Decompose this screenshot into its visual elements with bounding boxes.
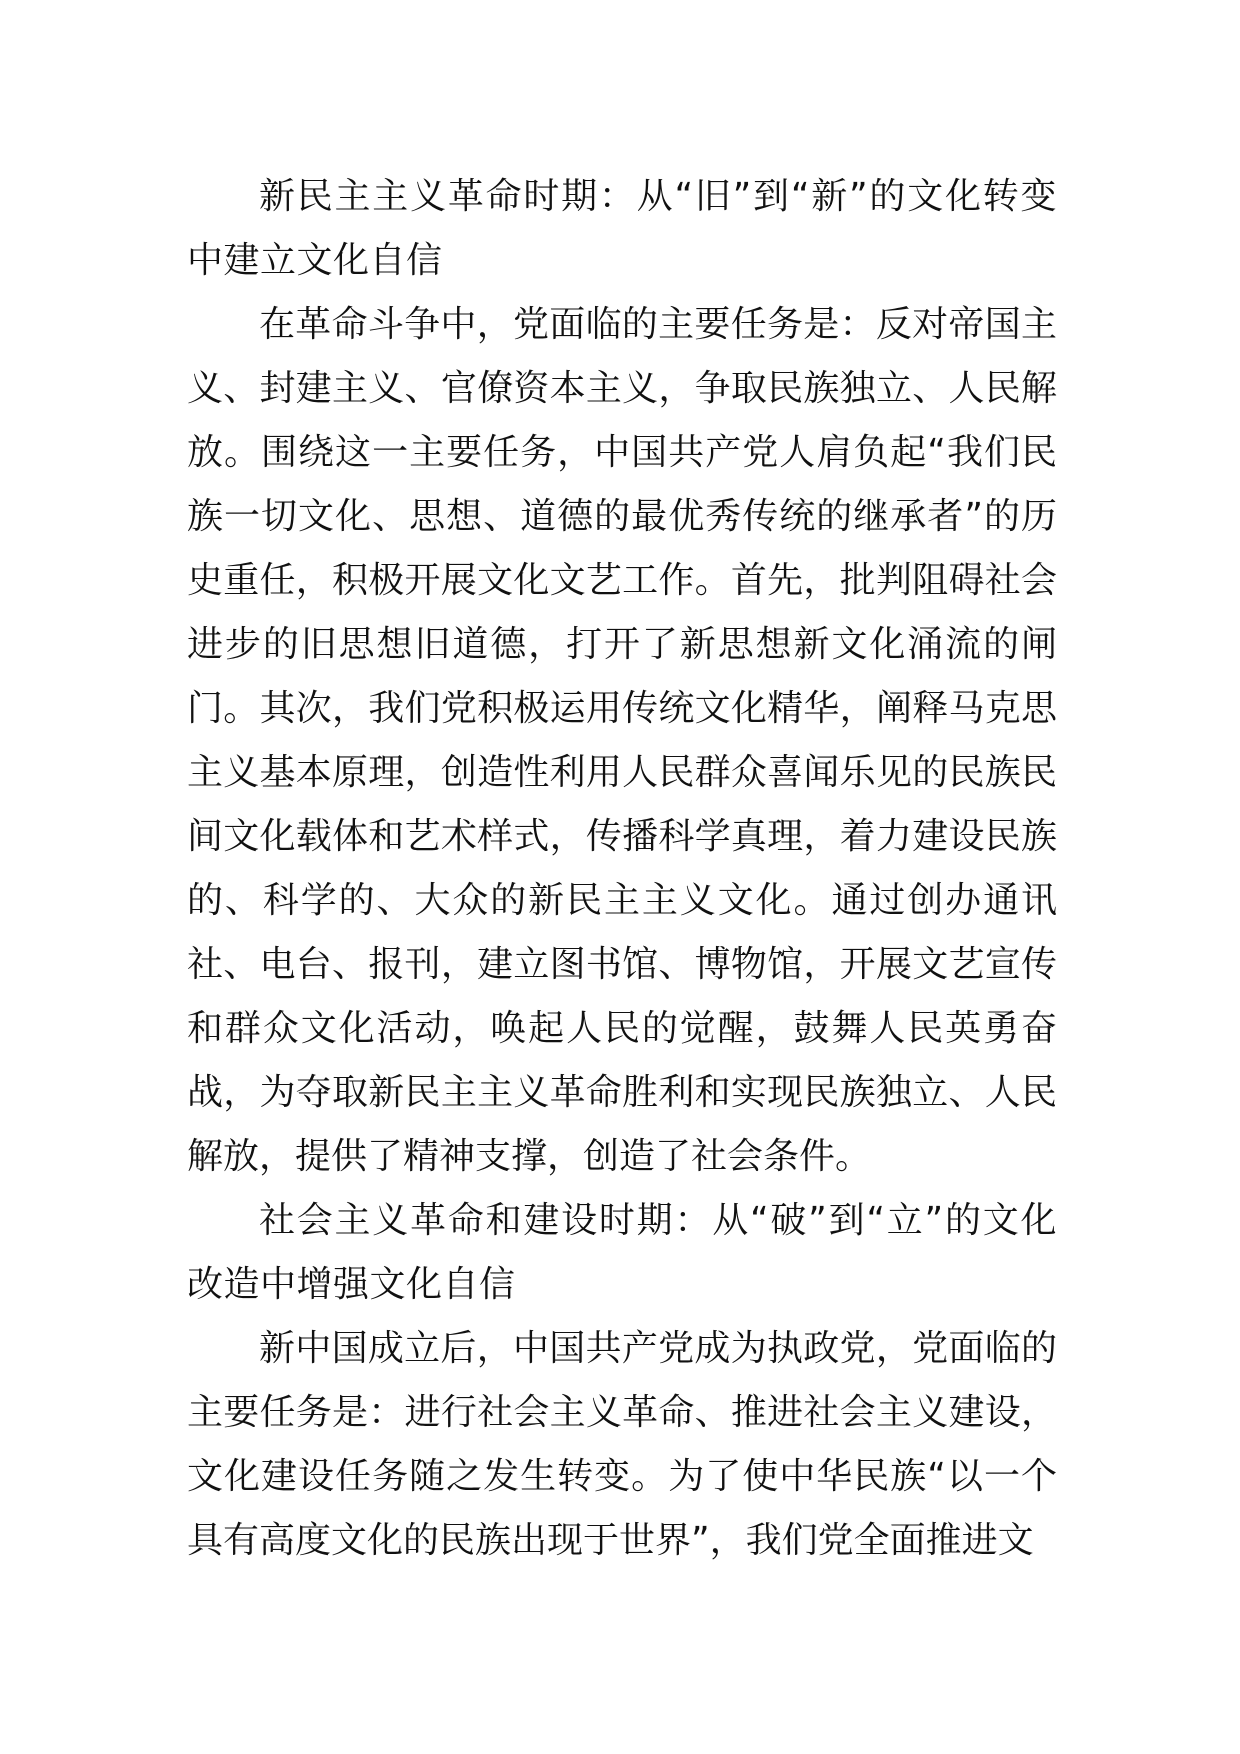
section-heading-2: 社会主义革命和建设时期：从“破”到“立”的文化改造中增强文化自信 bbox=[187, 1200, 1057, 1305]
document-body bbox=[187, 165, 1057, 1573]
body-paragraph-1: 在革命斗争中，党面临的主要任务是：反对帝国主义、封建主义、官僚资本主义，争取民族独立、人民解放。围绕这一主要任务，中国共产党人肩负起“我们民族一切文化、思想、道德的最优秀传统的继承者”的历史重任，积极开展文化文艺工作。首先，批判阻碍社会进步的旧思想旧道德，打开了新思想新文化涌流的闸门。其次，我们党积极运用传统文化精华，阐释马克思主义基本原理，创造性利用人民群众喜闻乐见的民族民间文化载体和艺术样式，传播科学真理，着力建设民族的、科学的、大众的新民主主义文化。通过创办通讯社、电台、报刊，建立图书馆、博物馆，开展文艺宣传和群众文化活动，唤起人民的觉醒，鼓舞人民英勇奋战，为夺取新民主主义革命胜利和实现民族独立、人民解放，提供了精神支撑，创造了社会条件。 bbox=[187, 304, 1057, 1177]
body-paragraph-2: 新中国成立后，中国共产党成为执政党，党面临的主要任务是：进行社会主义革命、推进社会主义建设，文化建设任务随之发生转变。为了使中华民族“以一个具有高度文化的民族出现于世界”，我们党全面推进文 bbox=[187, 1328, 1057, 1561]
section-heading-1: 新民主主义革命时期：从“旧”到“新”的文化转变中建立文化自信 bbox=[187, 176, 1057, 281]
